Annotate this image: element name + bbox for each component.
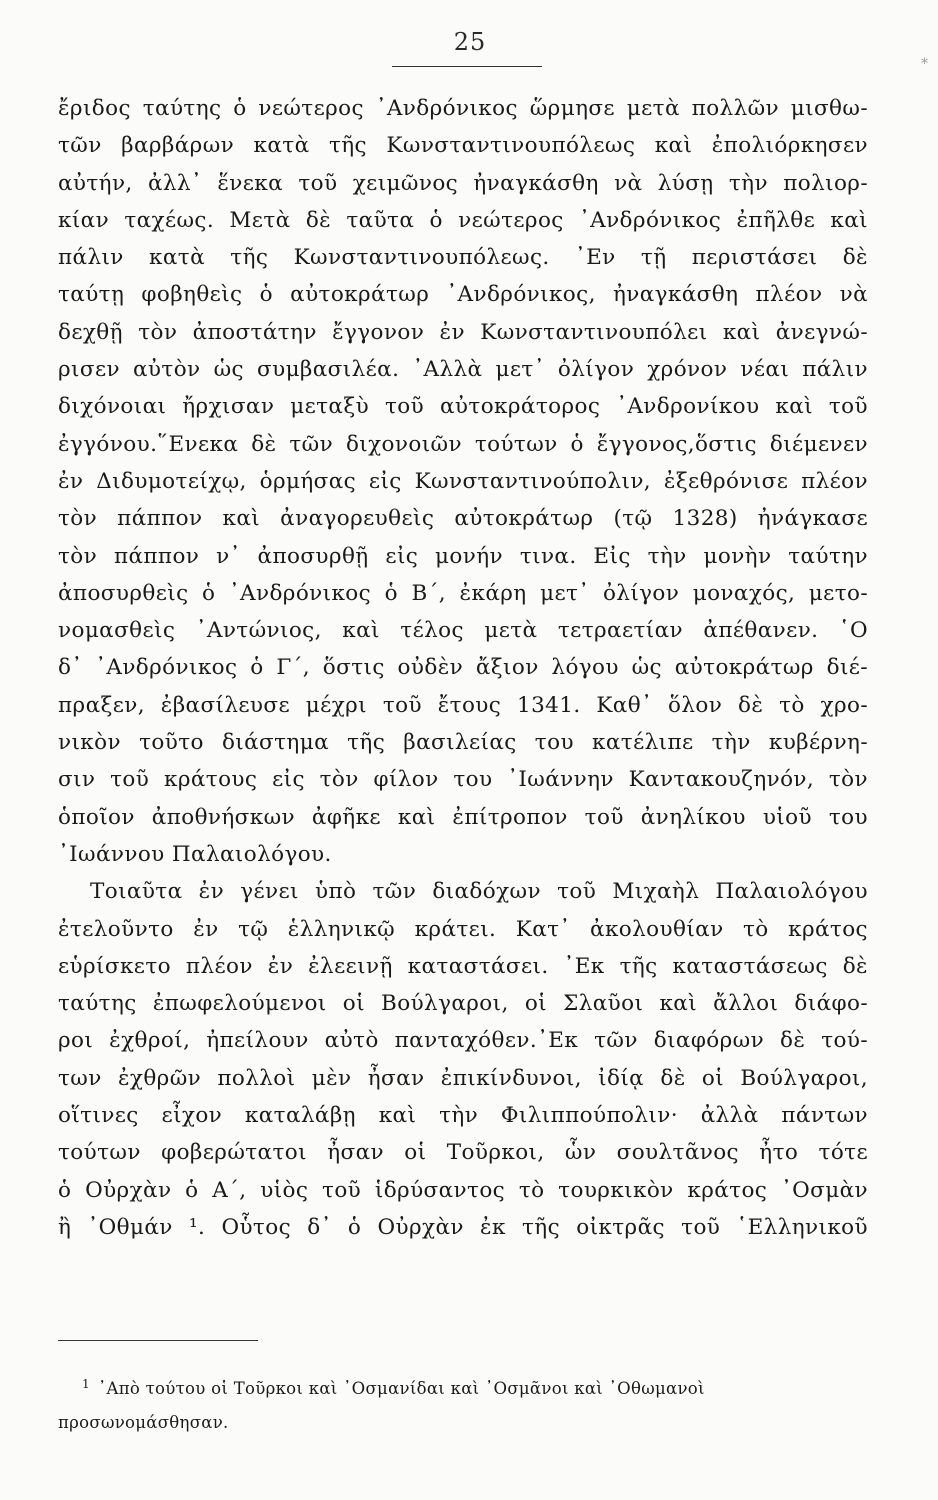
text-line: τούτων φοβερώτατοι ἦσαν οἱ Τοῦρκοι, ὧν σουλτᾶνος ἦτο τότε [58, 1140, 868, 1166]
text-line: σιν τοῦ κράτους εἰς τὸν φίλον του ᾿Ιωάννην Καντακουζηνόν, τὸν [58, 767, 868, 793]
text-line: ροι ἐχθροί, ἠπείλουν αὐτὸ πανταχόθεν.᾿Εκ τῶν διαφόρων δὲ τού- [58, 1028, 868, 1054]
text-line: ταύτῃ φοβηθεὶς ὁ αὐτοκράτωρ ᾿Ανδρόνικος, ἠναγκάσθη πλέον νὰ [58, 282, 868, 308]
text-line: δ᾿ ᾿Ανδρόνικος ὁ Γ΄, ὅστις οὐδὲν ἄξιον λόγου ὡς αὐτοκράτωρ διέ- [58, 655, 868, 681]
text-line: οἵτινες εἶχον καταλάβῃ καὶ τὴν Φιλιππούπολιν· ἀλλὰ πάντων [58, 1103, 868, 1129]
body-text [58, 90, 868, 1246]
text-line: ἐτελοῦντο ἐν τῷ ἑλληνικῷ κράτει. Κατ᾿ ἀκολουθίαν τὸ κράτος [58, 916, 868, 942]
text-line: ρισεν αὐτὸν ὡς συμβασιλέα. ᾿Αλλὰ μετ᾿ ὀλίγον χρόνον νέαι πάλιν [58, 357, 868, 383]
text-line: εὑρίσκετο πλέον ἐν ἐλεεινῇ καταστάσει. ᾿Εκ τῆς καταστάσεως δὲ [58, 953, 868, 979]
text-line: τῶν βαρβάρων κατὰ τῆς Κωνσταντινουπόλεως καὶ ἐπολιόρκησεν [58, 133, 868, 159]
text-line: ἢ ᾿Οθμάν ¹. Οὗτος δ᾿ ὁ Οὐρχὰν ἐκ τῆς οἰκτρᾶς τοῦ ῾Ελληνικοῦ [58, 1214, 868, 1240]
footnote-line [58, 1372, 868, 1406]
text-line: νικὸν τοῦτο διάστημα τῆς βασιλείας του κατέλιπε τὴν κυβέρνη- [58, 730, 868, 756]
text-line: ἀποσυρθεὶς ὁ ᾿Ανδρόνικος ὁ Β΄, ἐκάρη μετ᾿ ὀλίγον μοναχός, μετο- [58, 580, 868, 606]
header-rule [392, 66, 542, 67]
text-line: των ἐχθρῶν πολλοὶ μὲν ἦσαν ἐπικίνδυνοι, ἰδίᾳ δὲ οἱ Βούλγαροι, [58, 1065, 868, 1091]
text-line: Τοιαῦτα ἐν γένει ὑπὸ τῶν διαδόχων τοῦ Μιχαὴλ Παλαιολόγου [90, 879, 868, 905]
text-line: ὁ Οὐρχὰν ὁ Α΄, υἱὸς τοῦ ἱδρύσαντος τὸ τουρκικὸν κράτος ᾿Οσμὰν [58, 1177, 868, 1203]
text-line: ᾿Ιωάννου Παλαιολόγου. [58, 841, 332, 867]
footnotes [58, 1372, 868, 1440]
text-line: ἐν Διδυμοτείχῳ, ὁρμήσας εἰς Κωνσταντινούπολιν, ἐξεθρόνισε πλέον [58, 468, 868, 494]
footnote-rule [58, 1340, 258, 1341]
text-line: δεχθῇ τὸν ἀποστάτην ἔγγονον ἐν Κωνσταντινουπόλει καὶ ἀνεγνώ- [58, 319, 868, 345]
footnote-line: προσωνομάσθησαν. [58, 1413, 229, 1432]
text-line: διχόνοιαι ἤρχισαν μεταξὺ τοῦ αὐτοκράτορος ᾿Ανδρονίκου καὶ τοῦ [58, 394, 868, 420]
text-line: ἔριδος ταύτης ὁ νεώτερος ᾿Ανδρόνικος ὥρμησε μετὰ πολλῶν μισθω- [58, 96, 868, 121]
text-line: ταύτης ἐπωφελούμενοι οἱ Βούλγαροι, οἱ Σλαῦοι καὶ ἄλλοι διάφο- [58, 991, 868, 1017]
text-line: πάλιν κατὰ τῆς Κωνσταντινουπόλεως. ᾿Εν τῇ περιστάσει δὲ [58, 245, 868, 271]
corner-mark: * [921, 56, 928, 72]
footnote-marker: 1 [82, 1376, 90, 1391]
text-line: νομασθεὶς ᾿Αντώνιος, καὶ τέλος μετὰ τετραετίαν ἀπέθανεν. ῾Ο [58, 618, 868, 644]
page-number: 25 [453, 28, 487, 56]
text-line: τὸν πάππον καὶ ἀναγορευθεὶς αὐτοκράτωρ (τῷ 1328) ἠνάγκασε [58, 506, 868, 532]
text-line: αὐτήν, ἀλλ᾿ ἕνεκα τοῦ χειμῶνος ἠναγκάσθη νὰ λύσῃ τὴν πολιορ- [58, 170, 868, 196]
text-line: κίαν ταχέως. Μετὰ δὲ ταῦτα ὁ νεώτερος ᾿Ανδρόνικος ἐπῆλθε καὶ [58, 207, 868, 233]
text-line: ἐγγόνου.῞Ενεκα δὲ τῶν διχονοιῶν τούτων ὁ ἔγγονος,ὅστις διέμενεν [58, 431, 868, 457]
text-line: τὸν πάππον ν᾿ ἀποσυρθῇ εἰς μονήν τινα. Εἰς τὴν μονὴν ταύτην [58, 543, 868, 569]
footnote-text: ᾿Απὸ τούτου οἱ Τοῦρκοι καὶ ᾿Οσμανίδαι καὶ ᾿Οσμᾶνοι καὶ ᾿Οθωμανοὶ [97, 1379, 705, 1398]
text-line: πραξεν, ἐβασίλευσε μέχρι τοῦ ἔτους 1341. Καθ᾿ ὅλον δὲ τὸ χρο- [58, 692, 868, 718]
text-line: ὁποῖον ἀποθνήσκων ἀφῆκε καὶ ἐπίτροπον τοῦ ἀνηλίκου υἱοῦ του [58, 804, 868, 830]
